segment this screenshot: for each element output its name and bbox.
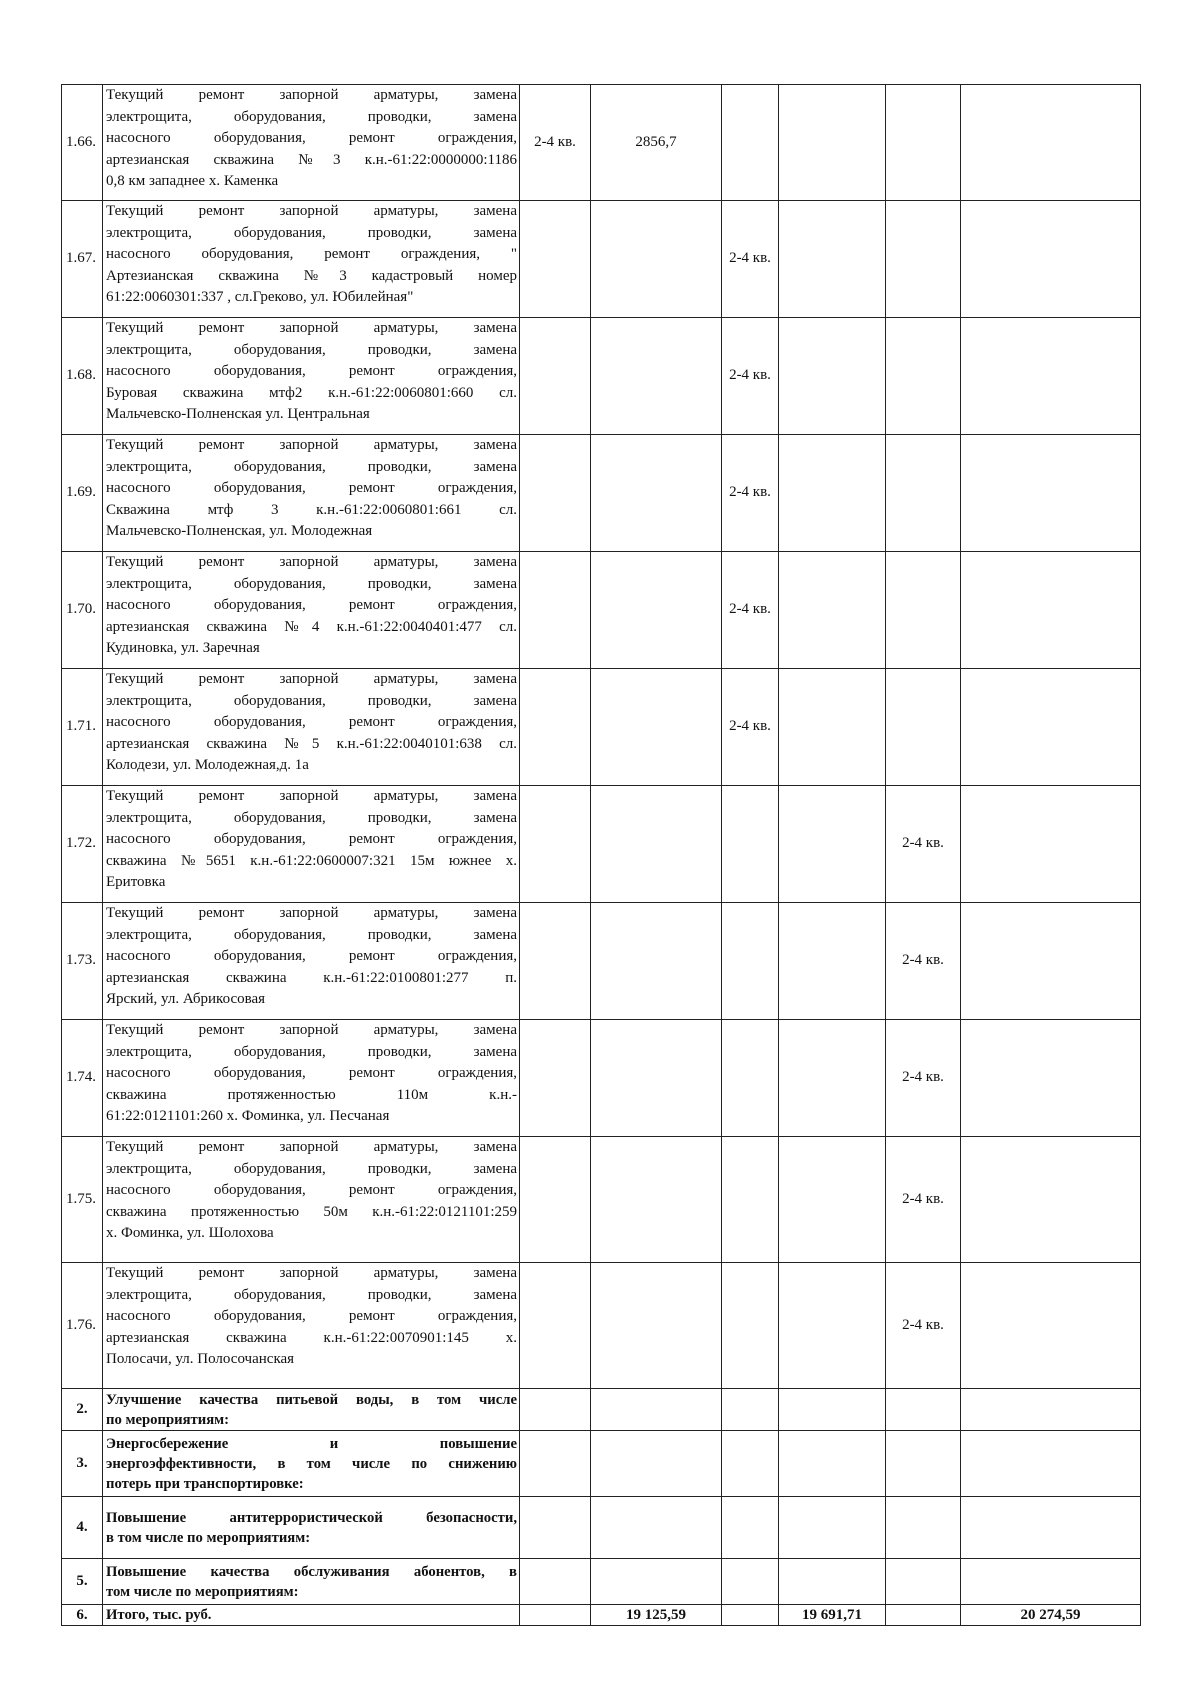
description-cell <box>103 786 520 903</box>
description-line: по мероприятиям: <box>106 1411 230 1428</box>
amount-cell-1: 2856,7 <box>591 85 722 201</box>
amount-cell-2 <box>779 85 886 201</box>
period-cell-3 <box>886 669 961 786</box>
period-cell-1 <box>520 669 591 786</box>
period-cell-1 <box>520 903 591 1020</box>
description-line: насосного оборудования, ремонт ограждения, <box>106 714 517 730</box>
description-line: Артезианская скважина №3 кадастровый номер <box>106 267 517 284</box>
description-line: Полосачи, ул. Полосочанская <box>106 1351 295 1367</box>
period-cell-1: 2-4 кв. <box>520 85 591 201</box>
amount-cell-2 <box>779 318 886 435</box>
period-cell-2 <box>722 1137 779 1263</box>
empty-cell <box>779 1431 886 1497</box>
empty-cell <box>779 1389 886 1431</box>
description-line: 61:22:0060301:337 , сл.Греково, ул. Юбилейная" <box>106 289 414 305</box>
table-row <box>62 85 1141 201</box>
empty-cell <box>961 1431 1141 1497</box>
table-row <box>62 1137 1141 1263</box>
amount-cell-1 <box>591 1137 722 1263</box>
description-line: насосного оборудования, ремонт ограждения, <box>106 130 517 146</box>
period-cell-2 <box>722 85 779 201</box>
description-line: Текущий ремонт запорной арматуры, замена <box>106 1139 517 1155</box>
description-cell <box>103 669 520 786</box>
description-line: том числе по мероприятиям: <box>106 1583 299 1600</box>
description-line: Текущий ремонт запорной арматуры, замена <box>106 554 517 570</box>
row-number: 1.70. <box>62 552 103 669</box>
empty-cell <box>520 1559 591 1605</box>
table-row <box>62 435 1141 552</box>
description-line: электрощита, оборудования, проводки, замена <box>106 1160 517 1177</box>
amount-cell-1 <box>591 318 722 435</box>
amount-cell-1 <box>591 552 722 669</box>
section-row <box>62 1559 1141 1605</box>
period-cell-1 <box>520 1263 591 1389</box>
description-line: Текущий ремонт запорной арматуры, замена <box>106 203 517 219</box>
description-cell <box>103 1431 520 1497</box>
period-cell-3 <box>886 552 961 669</box>
period-cell-1 <box>520 318 591 435</box>
description-line: электрощита, оборудования, проводки, замена <box>106 224 517 241</box>
amount-cell-3 <box>961 1137 1141 1263</box>
amount-cell-2 <box>779 786 886 903</box>
description-cell <box>103 85 520 201</box>
period-cell-1 <box>520 552 591 669</box>
work-plan-table <box>61 84 1141 1626</box>
description-line: артезианская скважина №5 к.н.-61:22:0040101:638 сл. <box>106 735 517 752</box>
description-cell <box>103 1389 520 1431</box>
empty-cell <box>779 1559 886 1605</box>
description-line: скважина протяженностью 50м к.н.-61:22:0121101:259 <box>106 1203 517 1220</box>
amount-cell-1 <box>591 435 722 552</box>
description-line: Текущий ремонт запорной арматуры, замена <box>106 1265 517 1281</box>
empty-cell <box>591 1559 722 1605</box>
amount-cell-2 <box>779 1137 886 1263</box>
table-row <box>62 1263 1141 1389</box>
row-number: 1.76. <box>62 1263 103 1389</box>
period-cell-3: 2-4 кв. <box>886 903 961 1020</box>
description-cell <box>103 903 520 1020</box>
amount-cell-2 <box>779 201 886 318</box>
period-cell-2 <box>722 903 779 1020</box>
description-line: электрощита, оборудования, проводки, замена <box>106 1286 517 1303</box>
description-line: скважина протяженностью 110м к.н.- <box>106 1086 517 1103</box>
description-line: насосного оборудования, ремонт ограждения, <box>106 363 517 379</box>
total-amount-2: 19 691,71 <box>779 1605 886 1626</box>
description-line: в том числе по мероприятиям: <box>106 1529 311 1546</box>
description-cell <box>103 1020 520 1137</box>
description-line: насосного оборудования, ремонт ограждения, " <box>106 246 517 262</box>
description-line: насосного оборудования, ремонт ограждения, <box>106 948 517 964</box>
empty-cell <box>961 1497 1141 1559</box>
table-row <box>62 318 1141 435</box>
period-cell-3: 2-4 кв. <box>886 786 961 903</box>
amount-cell-1 <box>591 669 722 786</box>
description-line: Текущий ремонт запорной арматуры, замена <box>106 320 517 336</box>
amount-cell-1 <box>591 1020 722 1137</box>
empty-cell <box>520 1389 591 1431</box>
empty-cell <box>520 1431 591 1497</box>
amount-cell-3 <box>961 1020 1141 1137</box>
amount-cell-3 <box>961 85 1141 201</box>
section-row <box>62 1497 1141 1559</box>
empty-cell <box>886 1605 961 1626</box>
description-line: насосного оборудования, ремонт ограждения, <box>106 1308 517 1324</box>
empty-cell <box>591 1389 722 1431</box>
section-row <box>62 1431 1141 1497</box>
row-number: 1.69. <box>62 435 103 552</box>
description-cell <box>103 552 520 669</box>
amount-cell-1 <box>591 201 722 318</box>
row-number: 1.68. <box>62 318 103 435</box>
description-line: потерь при транспортировке: <box>106 1475 304 1492</box>
period-cell-2: 2-4 кв. <box>722 669 779 786</box>
description-cell <box>103 318 520 435</box>
description-line: Повышение качества обслуживания абонентов, в <box>106 1563 517 1580</box>
amount-cell-2 <box>779 669 886 786</box>
empty-cell <box>961 1559 1141 1605</box>
description-line: электрощита, оборудования, проводки, замена <box>106 458 517 475</box>
amount-cell-2 <box>779 435 886 552</box>
description-line: Текущий ремонт запорной арматуры, замена <box>106 87 517 103</box>
description-line: Ярский, ул. Абрикосовая <box>106 991 266 1007</box>
period-cell-1 <box>520 786 591 903</box>
description-line: Повышение антитеррористической безопасности, <box>106 1509 517 1526</box>
amount-cell-1 <box>591 786 722 903</box>
empty-cell <box>886 1389 961 1431</box>
amount-cell-2 <box>779 552 886 669</box>
section-number: 2. <box>62 1389 103 1431</box>
description-cell <box>103 1263 520 1389</box>
description-line: Улучшение качества питьевой воды, в том числе <box>106 1391 517 1408</box>
period-cell-3 <box>886 85 961 201</box>
description-line: Текущий ремонт запорной арматуры, замена <box>106 671 517 687</box>
description-cell <box>103 1137 520 1263</box>
description-line: Мальчевско-Полненская ул. Центральная <box>106 406 370 422</box>
empty-cell <box>886 1431 961 1497</box>
empty-cell <box>722 1389 779 1431</box>
table-row <box>62 903 1141 1020</box>
description-line: Кудиновка, ул. Заречная <box>106 640 260 656</box>
description-line: электрощита, оборудования, проводки, замена <box>106 809 517 826</box>
description-line: насосного оборудования, ремонт ограждения, <box>106 480 517 496</box>
total-row <box>62 1605 1141 1626</box>
period-cell-2 <box>722 1263 779 1389</box>
amount-cell-2 <box>779 1020 886 1137</box>
period-cell-1 <box>520 1137 591 1263</box>
description-line: Энергосбережение и повышение <box>106 1435 517 1452</box>
table-row <box>62 1020 1141 1137</box>
section-number: 4. <box>62 1497 103 1559</box>
description-line: артезианская скважина к.н.-61:22:0100801:277 п. <box>106 969 517 986</box>
description-line: Текущий ремонт запорной арматуры, замена <box>106 905 517 921</box>
table-row <box>62 201 1141 318</box>
table-row <box>62 552 1141 669</box>
description-line: электрощита, оборудования, проводки, замена <box>106 926 517 943</box>
amount-cell-3 <box>961 669 1141 786</box>
row-number: 1.74. <box>62 1020 103 1137</box>
amount-cell-3 <box>961 786 1141 903</box>
empty-cell <box>886 1497 961 1559</box>
row-number: 1.66. <box>62 85 103 201</box>
description-line: Скважина мтф 3 к.н.-61:22:0060801:661 сл. <box>106 501 517 518</box>
table-row <box>62 786 1141 903</box>
period-cell-3: 2-4 кв. <box>886 1137 961 1263</box>
section-row <box>62 1389 1141 1431</box>
amount-cell-3 <box>961 318 1141 435</box>
description-line: электрощита, оборудования, проводки, замена <box>106 341 517 358</box>
empty-cell <box>722 1605 779 1626</box>
row-number: 1.75. <box>62 1137 103 1263</box>
empty-cell <box>722 1559 779 1605</box>
description-cell <box>103 1559 520 1605</box>
description-cell <box>103 201 520 318</box>
amount-cell-1 <box>591 903 722 1020</box>
amount-cell-3 <box>961 552 1141 669</box>
period-cell-3 <box>886 318 961 435</box>
description-line: насосного оборудования, ремонт ограждения, <box>106 1065 517 1081</box>
period-cell-1 <box>520 435 591 552</box>
amount-cell-3 <box>961 435 1141 552</box>
description-line: Текущий ремонт запорной арматуры, замена <box>106 1022 517 1038</box>
description-cell <box>103 1497 520 1559</box>
empty-cell <box>722 1497 779 1559</box>
empty-cell <box>961 1389 1141 1431</box>
description-line: скважина №5651 к.н.-61:22:0600007:321 15м южнее х. <box>106 852 517 869</box>
description-line: электрощита, оборудования, проводки, замена <box>106 692 517 709</box>
period-cell-2: 2-4 кв. <box>722 318 779 435</box>
description-line: электрощита, оборудования, проводки, замена <box>106 575 517 592</box>
description-line: Текущий ремонт запорной арматуры, замена <box>106 437 517 453</box>
description-line: 0,8 км западнее х. Каменка <box>106 173 279 189</box>
period-cell-2 <box>722 1020 779 1137</box>
period-cell-2: 2-4 кв. <box>722 201 779 318</box>
period-cell-3 <box>886 201 961 318</box>
section-number: 3. <box>62 1431 103 1497</box>
period-cell-2 <box>722 786 779 903</box>
empty-cell <box>886 1559 961 1605</box>
period-cell-1 <box>520 201 591 318</box>
total-number: 6. <box>62 1605 103 1626</box>
description-cell <box>103 435 520 552</box>
description-line: электрощита, оборудования, проводки, замена <box>106 1043 517 1060</box>
empty-cell <box>779 1497 886 1559</box>
row-number: 1.71. <box>62 669 103 786</box>
description-line: насосного оборудования, ремонт ограждения, <box>106 831 517 847</box>
description-line: Текущий ремонт запорной арматуры, замена <box>106 788 517 804</box>
description-line: насосного оборудования, ремонт ограждения, <box>106 597 517 613</box>
description-line: энергоэффективности, в том числе по снижению <box>106 1455 517 1472</box>
amount-cell-3 <box>961 201 1141 318</box>
amount-cell-3 <box>961 1263 1141 1389</box>
row-number: 1.67. <box>62 201 103 318</box>
table-row <box>62 669 1141 786</box>
empty-cell <box>520 1605 591 1626</box>
row-number: 1.73. <box>62 903 103 1020</box>
description-line: х. Фоминка, ул. Шолохова <box>106 1225 274 1241</box>
description-line: Еритовка <box>106 874 166 890</box>
period-cell-2: 2-4 кв. <box>722 552 779 669</box>
total-amount-3: 20 274,59 <box>961 1605 1141 1626</box>
description-line: Колодези, ул. Молодежная,д. 1а <box>106 757 309 773</box>
empty-cell <box>591 1431 722 1497</box>
amount-cell-2 <box>779 1263 886 1389</box>
period-cell-3: 2-4 кв. <box>886 1263 961 1389</box>
description-line: Мальчевско-Полненская, ул. Молодежная <box>106 523 373 539</box>
description-line: артезианская скважина к.н.-61:22:0070901:145 х. <box>106 1329 517 1346</box>
amount-cell-2 <box>779 903 886 1020</box>
period-cell-2: 2-4 кв. <box>722 435 779 552</box>
period-cell-1 <box>520 1020 591 1137</box>
description-line: электрощита, оборудования, проводки, замена <box>106 108 517 125</box>
description-line: насосного оборудования, ремонт ограждения, <box>106 1182 517 1198</box>
description-line: 61:22:0121101:260 х. Фоминка, ул. Песчаная <box>106 1108 390 1124</box>
period-cell-3: 2-4 кв. <box>886 1020 961 1137</box>
row-number: 1.72. <box>62 786 103 903</box>
amount-cell-1 <box>591 1263 722 1389</box>
empty-cell <box>591 1497 722 1559</box>
description-line: артезианская скважина №4 к.н.-61:22:0040401:477 сл. <box>106 618 517 635</box>
empty-cell <box>722 1431 779 1497</box>
description-line: артезианская скважина №3 к.н.-61:22:0000000:1186 <box>106 151 517 168</box>
total-amount-1: 19 125,59 <box>591 1605 722 1626</box>
amount-cell-3 <box>961 903 1141 1020</box>
section-number: 5. <box>62 1559 103 1605</box>
empty-cell <box>520 1497 591 1559</box>
period-cell-3 <box>886 435 961 552</box>
description-line: Буровая скважина мтф2 к.н.-61:22:0060801:660 сл. <box>106 384 517 401</box>
total-label: Итого, тыс. руб. <box>103 1605 520 1626</box>
